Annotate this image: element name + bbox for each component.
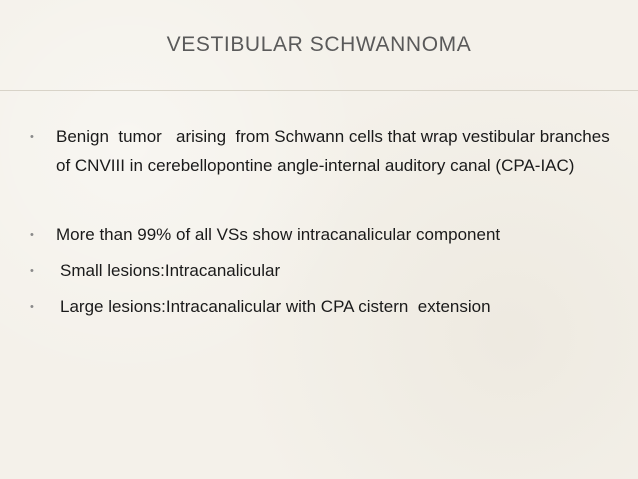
bullet-marker: • [30,131,34,143]
bullet-marker: • [30,265,34,277]
bullet-marker: • [30,301,34,313]
slide-title: VESTIBULAR SCHWANNOMA [166,33,472,56]
bullet-text: More than 99% of all VSs show intracanalicular component [56,225,501,244]
bullet-text: Small lesions:Intracanalicular [60,261,281,280]
bullet-text: Large lesions:Intracanalicular with CPA cistern extension [60,297,491,316]
bullet-text: Benign tumor arising from Schwann cells that wrap vestibular branches of CNVIII in cerebellopontine angle-internal auditory canal (CPA-IAC) [56,127,615,175]
bullet-marker: • [30,229,34,241]
